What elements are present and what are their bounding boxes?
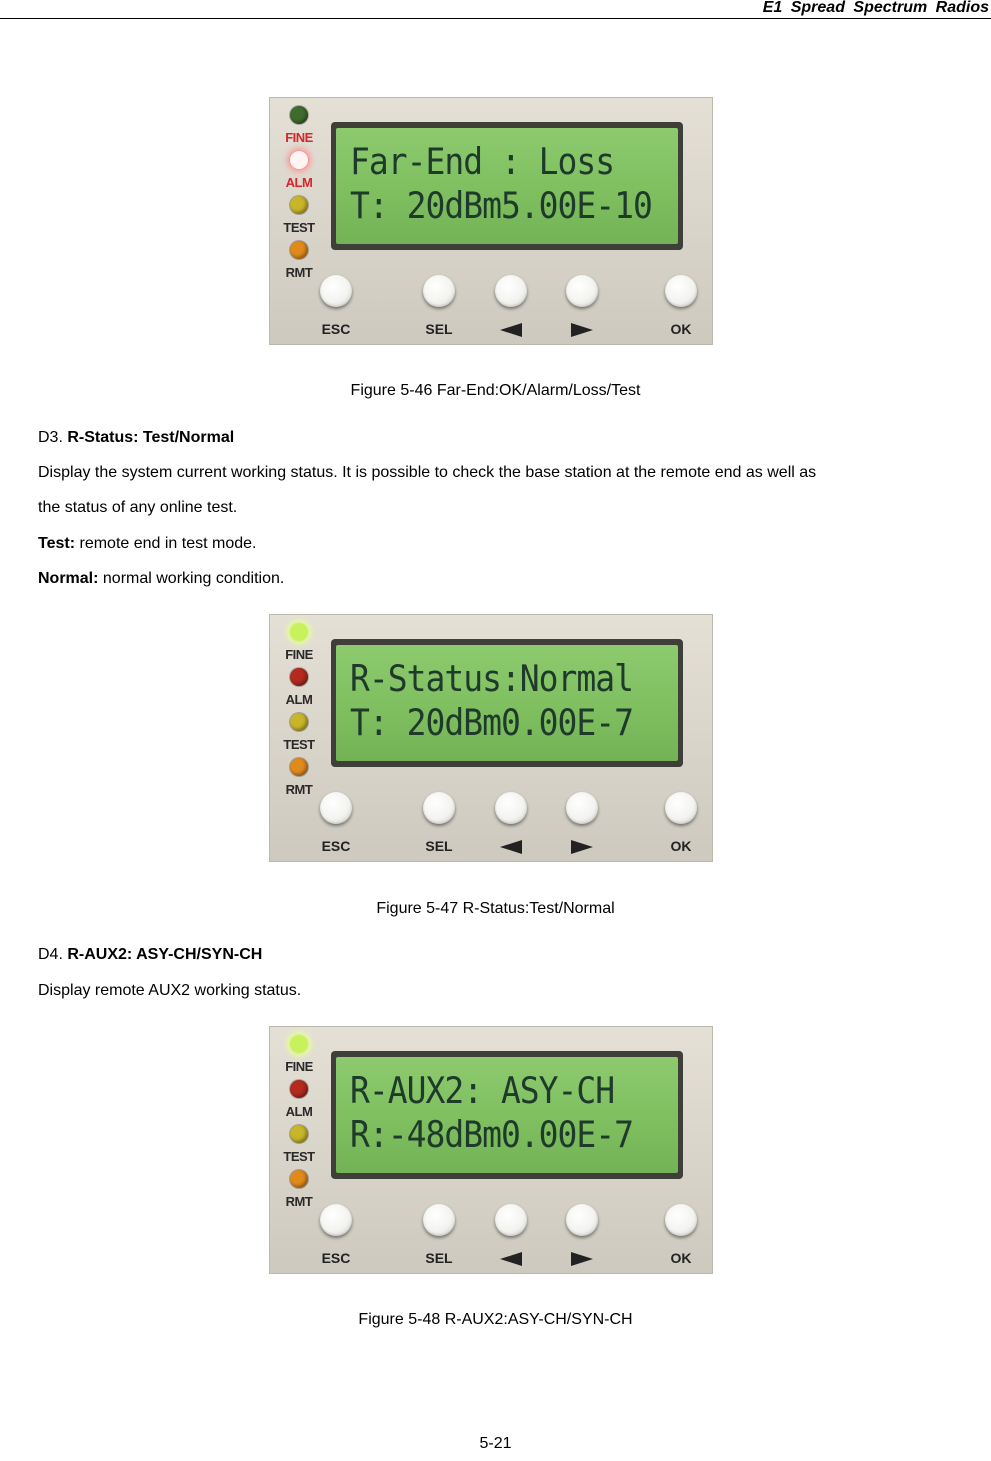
page-number: 5-21 bbox=[479, 1435, 512, 1452]
rmt-label: RMT bbox=[285, 265, 313, 280]
right-arrow-icon bbox=[562, 838, 602, 854]
lcd-bezel bbox=[331, 639, 683, 767]
d4-title: R-AUX2: ASY-CH/SYN-CH bbox=[67, 946, 263, 963]
right-button[interactable] bbox=[566, 275, 598, 307]
page-header bbox=[0, 0, 991, 19]
rmt-led bbox=[290, 241, 308, 259]
rmt-led bbox=[290, 758, 308, 776]
sel-label: SEL bbox=[425, 321, 453, 337]
esc-button[interactable] bbox=[320, 1204, 352, 1236]
alm-label: ALM bbox=[285, 692, 313, 707]
left-button[interactable] bbox=[495, 275, 527, 307]
fine-label: FINE bbox=[285, 1059, 313, 1074]
esc-label: ESC bbox=[321, 838, 351, 854]
left-arrow-icon bbox=[491, 1250, 531, 1266]
sel-button[interactable] bbox=[423, 1204, 455, 1236]
test-label: TEST bbox=[283, 220, 315, 235]
left-arrow-icon bbox=[491, 321, 531, 337]
ok-label: OK bbox=[670, 1250, 692, 1266]
fine-label: FINE bbox=[285, 647, 313, 662]
lcd-screen bbox=[336, 128, 678, 244]
test-led bbox=[290, 713, 308, 731]
test-label: TEST bbox=[283, 1149, 315, 1164]
esc-label: ESC bbox=[321, 321, 351, 337]
fine-led bbox=[290, 1035, 308, 1053]
rmt-label: RMT bbox=[285, 1194, 313, 1209]
right-arrow-icon bbox=[562, 321, 602, 337]
fine-led bbox=[290, 623, 308, 641]
alm-led bbox=[290, 151, 308, 169]
lcd-screen bbox=[336, 645, 678, 761]
sel-button[interactable] bbox=[423, 792, 455, 824]
d3-prefix: D3. bbox=[38, 429, 68, 446]
lcd-line-1: Far-End : Loss bbox=[350, 140, 615, 183]
fine-label: FINE bbox=[285, 130, 313, 145]
d3-body-line-1: Display the system current working status. It is possible to check the base station at the remote end as well as bbox=[38, 464, 817, 481]
d3-title: R-Status: Test/Normal bbox=[67, 429, 235, 446]
ok-button[interactable] bbox=[665, 1204, 697, 1236]
rmt-led bbox=[290, 1170, 308, 1188]
figure-46-caption: Figure 5-46 Far-End:OK/Alarm/Loss/Test bbox=[350, 382, 641, 399]
alm-led bbox=[290, 668, 308, 686]
ok-label: OK bbox=[670, 838, 692, 854]
normal-desc: normal working condition. bbox=[98, 570, 285, 587]
d3-test-line bbox=[38, 535, 256, 553]
d4-body-line-1: Display remote AUX2 working status. bbox=[38, 982, 302, 999]
sel-label: SEL bbox=[425, 1250, 453, 1266]
sel-label: SEL bbox=[425, 838, 453, 854]
esc-button[interactable] bbox=[320, 275, 352, 307]
lcd-bezel bbox=[331, 122, 683, 250]
left-arrow-icon bbox=[491, 838, 531, 854]
esc-label: ESC bbox=[321, 1250, 351, 1266]
esc-button[interactable] bbox=[320, 792, 352, 824]
figure-47-caption: Figure 5-47 R-Status:Test/Normal bbox=[376, 900, 615, 917]
ok-button[interactable] bbox=[665, 275, 697, 307]
test-led bbox=[290, 196, 308, 214]
left-button[interactable] bbox=[495, 792, 527, 824]
figure-48-caption: Figure 5-48 R-AUX2:ASY-CH/SYN-CH bbox=[358, 1311, 633, 1328]
right-arrow-icon bbox=[562, 1250, 602, 1266]
lcd-line-2: T: 20dBm0.00E-7 bbox=[350, 701, 634, 744]
ok-button[interactable] bbox=[665, 792, 697, 824]
test-led bbox=[290, 1125, 308, 1143]
header-title: E1 Spread Spectrum Radios bbox=[762, 0, 989, 16]
lcd-line-1: R-AUX2: ASY-CH bbox=[350, 1069, 615, 1112]
lcd-line-1: R-Status:Normal bbox=[350, 657, 634, 700]
lcd-line-2: R:-48dBm0.00E-7 bbox=[350, 1113, 634, 1156]
d3-normal-line bbox=[38, 570, 284, 588]
d3-body-line-2: the status of any online test. bbox=[38, 499, 238, 516]
right-button[interactable] bbox=[566, 792, 598, 824]
lcd-line-2: T: 20dBm5.00E-10 bbox=[350, 184, 652, 227]
d4-heading bbox=[38, 946, 262, 964]
test-desc: remote end in test mode. bbox=[75, 535, 257, 552]
sel-button[interactable] bbox=[423, 275, 455, 307]
figure-47-panel-photo bbox=[269, 614, 713, 862]
normal-term: Normal: bbox=[38, 570, 99, 587]
alm-label: ALM bbox=[285, 175, 313, 190]
test-term: Test: bbox=[38, 535, 76, 552]
alm-led bbox=[290, 1080, 308, 1098]
rmt-label: RMT bbox=[285, 782, 313, 797]
ok-label: OK bbox=[670, 321, 692, 337]
alm-label: ALM bbox=[285, 1104, 313, 1119]
left-button[interactable] bbox=[495, 1204, 527, 1236]
figure-48-panel-photo bbox=[269, 1026, 713, 1274]
fine-led bbox=[290, 106, 308, 124]
test-label: TEST bbox=[283, 737, 315, 752]
d3-heading bbox=[38, 429, 234, 447]
figure-46-panel-photo bbox=[269, 97, 713, 345]
lcd-bezel bbox=[331, 1051, 683, 1179]
lcd-screen bbox=[336, 1057, 678, 1173]
right-button[interactable] bbox=[566, 1204, 598, 1236]
d4-prefix: D4. bbox=[38, 946, 68, 963]
